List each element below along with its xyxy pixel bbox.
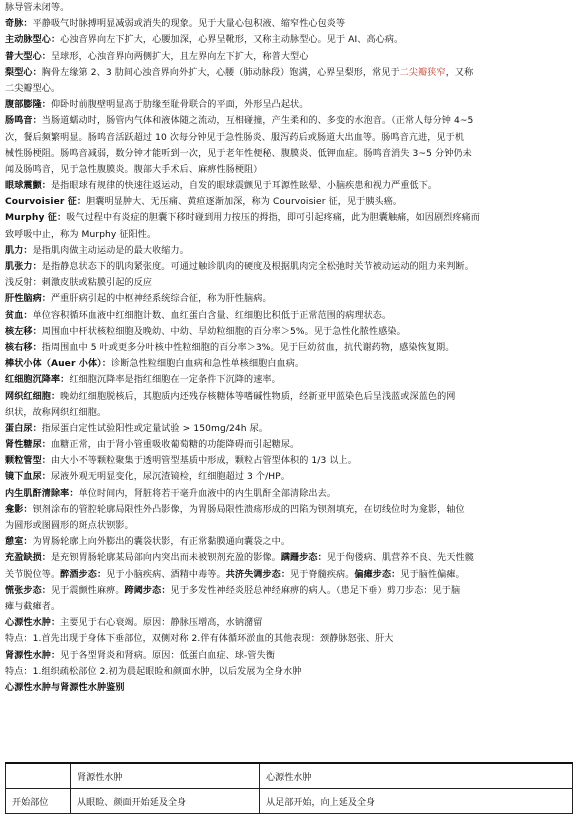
definition-text: 单位时间内，肾脏将若干毫升血液中的内生肌酐全部清除出去。 [78, 488, 336, 499]
definition-text: 为圆形或图圆形的斑点状钡影。 [5, 521, 134, 531]
table-header-cell [6, 763, 71, 789]
table-cell: 从足部开始，向上延及全身 [260, 789, 573, 814]
definition-text: 主要见于右心衰竭。原因：静脉压增高，水钠潴留 [60, 618, 263, 629]
text-line [5, 113, 580, 129]
term-label: 肠鸣音： [5, 116, 42, 127]
definition-text: 是指肌肉做主动运动是的最大收缩力。 [32, 245, 189, 256]
definition-text: 心浊音界向左下扩大，心腰加深，心界呈靴形，又称主动脉型心。见于 AI、高心病。 [60, 35, 404, 46]
text-line [5, 162, 580, 178]
definition-text: 见于脊髓疾病。 [290, 569, 355, 580]
text-line [5, 502, 580, 518]
definition-text: 指尿蛋白定性试验阳性或定量试验 > 150mg/24h 尿。 [41, 423, 269, 434]
text-line [5, 664, 580, 680]
term-label: 醉酒步态： [60, 569, 107, 580]
definition-text: 是充钡胃肠轮廓某局部向内突出而未被钡剂充盈的影像。 [50, 553, 281, 564]
definition-text: 闻及肠鸣音，见于急性腹膜炎。腹部大手术后、麻痹性肠梗阻） [5, 164, 263, 175]
text-line [5, 648, 580, 664]
definition-text: 平静吸气时脉搏明显减弱或消失的现象。见于大量心包积液、缩窄性心包炎等 [32, 19, 346, 30]
text-line [5, 631, 580, 647]
definition-text: 械性肠梗阻。肠鸣音减弱，数分钟才能听到一次，见于老年性便秘、腹膜炎、低钾血症。肠鸣音消失 3~5 分钟仍未 [5, 148, 472, 159]
text-line [5, 16, 580, 32]
text-line [5, 583, 580, 599]
term-label: 眼球震颤： [5, 181, 51, 192]
definition-text: 呈球形，心浊音界向两侧扩大，且左界向左下扩大，称普大型心 [50, 51, 309, 62]
text-line [5, 259, 580, 275]
term-label: 普大型心： [5, 51, 51, 62]
text-line [5, 178, 580, 194]
definition-text: 胆囊明显肿大、无压痛、黄疸逐渐加深，称为 Courvoisier 征，见于胰头癌。 [86, 197, 403, 208]
text-line [5, 324, 580, 340]
term-label: 核左移： [5, 326, 42, 337]
definition-text: 晚幼红细胞脱核后，其胞质内还残存核糖体等嗜碱性物质，经新亚甲蓝染色后呈浅蓝或深蓝色的网 [60, 391, 456, 402]
definition-text: 特点：1.组织疏松部位 2.初为晨起眼睑和颜面水肿，以后发展为全身水肿 [5, 666, 302, 677]
term-label: 偏瘫步态： [354, 569, 401, 580]
table-cell: 从眼睑、颜面开始延及全身 [71, 789, 260, 814]
term-label: 肾源性水肿： [5, 650, 61, 661]
term-label: 棒状小体（Auer 小体）： [5, 359, 112, 370]
text-line [5, 534, 580, 550]
term-label: 肝性脑病： [5, 294, 51, 305]
definition-text: 脉导管未闭等。 [5, 3, 70, 13]
definition-text: 由大小不等颗粒聚集于透明管型基质中形成，颗粒占管型体积的 1/3 以上。 [50, 456, 357, 467]
text-line [5, 356, 580, 372]
definition-text: 仰卧时前腹壁明显高于肋缘至耻骨联合的平面，外形呈凸起状。 [50, 100, 309, 111]
text-line [5, 194, 580, 210]
term-label: 蹒跚步态： [280, 553, 327, 564]
definition-text: 瘫与截瘫者。 [5, 601, 61, 612]
text-line [5, 405, 580, 421]
text-line [5, 615, 580, 631]
term-label: 跨阈步态： [124, 585, 171, 596]
term-label: 奇脉： [5, 19, 33, 30]
definition-text: ，又称 [445, 67, 474, 78]
definition-text: 诊断急性粒细胞白血病和急性单核细胞白血病。 [111, 359, 305, 370]
term-label: 红细胞沉降率： [5, 375, 70, 386]
text-line [5, 437, 580, 453]
definition-text: 见于各型肾炎和肾病。原因：低蛋白血症、球-管失衡 [60, 650, 276, 661]
table-row [6, 789, 573, 814]
term-label: 肾性糖尿： [5, 440, 51, 451]
term-label: 贫血： [5, 310, 33, 321]
text-line [5, 518, 580, 534]
table-header-row [6, 763, 573, 789]
definition-text: 红细胞沉降率是指红细胞在一定条件下沉降的速率。 [69, 375, 281, 386]
definition-text: 次，餐后频繁明显。肠鸣音活跃超过 10 次每分钟见于急性肠炎、服泻药后或肠道大出血等。肠鸣音亢进，见于机 [5, 132, 465, 143]
definition-text: 单位容积循环血液中红细胞计数、血红蛋白含量、红细胞比积低于正常范围的病理状态。 [32, 310, 392, 321]
definition-text: 胸骨左缘第 2、3 肋间心浊音界向外扩大，心腰（肺动脉段）饱满，心界呈梨形，常见于 [41, 67, 400, 78]
definition-text: 钡剂涂布的管腔轮廓局限性外凸影像，为胃肠局限性溃疡形成的凹陷为钡剂填充，在切线位时为龛影，轴位 [32, 504, 465, 515]
text-line [5, 486, 580, 502]
term-label: 充盈缺损： [5, 553, 51, 564]
text-line [5, 389, 580, 405]
term-label: 核右移： [5, 342, 42, 353]
term-label: Murphy 征： [5, 213, 67, 224]
text-line [5, 275, 580, 291]
term-label: 腹部膨隆： [5, 100, 51, 111]
table-header-cell: 心源性水肿 [260, 763, 573, 789]
term-label: 龛影： [5, 504, 33, 515]
term-label: 肌张力： [5, 262, 42, 272]
definition-text: 见于佝偻病、肌营养不良、先天性髋 [326, 553, 474, 564]
text-line [5, 243, 580, 259]
text-line [5, 340, 580, 356]
edema-comparison-table [5, 762, 573, 814]
term-label: 颗粒管型： [5, 456, 51, 467]
text-line [5, 32, 580, 48]
text-line [5, 469, 580, 485]
definition-text: 浅反射：刺激皮肤或粘膜引起的反应 [5, 278, 153, 289]
text-line [5, 680, 580, 696]
text-line [5, 372, 580, 388]
text-line [5, 421, 580, 437]
definition-text: 特点：1.首先出现于身体下垂部位，双侧对称 2.伴有体循环淤血的其他表现：颈静脉怒张、肝大 [5, 634, 394, 645]
term-label: 蛋白尿： [5, 423, 42, 434]
text-line [5, 567, 580, 583]
text-line [5, 81, 580, 97]
text-line [5, 130, 580, 146]
text-line [5, 210, 580, 226]
text-line [5, 550, 580, 566]
definition-text: 周围血中杆状核粒细胞及晚幼、中幼、早幼粒细胞的百分率＞5%。见于急性化脓性感染。 [41, 326, 406, 337]
term-label: 慌张步态： [5, 585, 51, 596]
definition-text: 是指眼球有规律的快速往返运动，自发的眼球震颤见于耳源性眩晕、小脑疾患和视力严重低下。 [50, 181, 438, 192]
term-label: Courvoisier 征： [5, 197, 87, 208]
term-label: 主动脉型心： [5, 35, 61, 46]
text-line [5, 453, 580, 469]
text-line [5, 308, 580, 324]
definition-text: 二尖瓣型心。 [5, 83, 61, 94]
definition-text: 见于多发性神经炎胫总神经麻痹的病人。（患足下垂）剪刀步态：见于脑 [170, 585, 461, 596]
text-line [5, 146, 580, 162]
term-label: 心源性水肿与肾源性水肿鉴别 [5, 682, 125, 693]
definition-text: 严重肝病引起的中枢神经系统综合征，称为肝性脑病。 [50, 294, 272, 305]
term-label: 憩室： [5, 537, 33, 548]
definition-text: 血糖正常，由于肾小管重吸收葡萄糖的功能降碍而引起糖尿。 [50, 440, 300, 451]
table-cell: 开始部位 [6, 789, 71, 814]
definition-text: 是指静息状态下的肌肉紧张度。可通过触诊肌肉的硬度及根据肌肉完全松弛时关节被动运动的阻力来判断。 [41, 262, 474, 272]
text-line [5, 599, 580, 615]
definition-text: 当肠道蠕动时，肠管内气体和液体随之流动，互相碰撞，产生柔和的、多变的水泡音。（正常人每分钟 4~5 [41, 116, 474, 127]
text-line [5, 65, 580, 81]
definition-text: 关节脱位等。 [5, 569, 61, 580]
definition-text: 织状，故称网织红细胞。 [5, 407, 107, 418]
text-line [5, 0, 580, 16]
term-label: 心源性水肿： [5, 618, 61, 629]
term-label: 梨型心： [5, 67, 42, 78]
table-header-cell: 肾源性水肿 [71, 763, 260, 789]
term-label: 网织红细胞： [5, 391, 61, 402]
definition-text: 吸气过程中有炎症的胆囊下移时碰到用力按压的拇指，即可引起疼痛，此为胆囊触痛，如因剧烈疼痛而 [66, 213, 480, 224]
definition-text: 指周围血中 5 叶或更多分叶核中性粒细胞的百分率＞3%。见于巨幼贫血，抗代谢药物，感染恢复期。 [41, 342, 455, 353]
term-label: 共济失调步态： [225, 569, 291, 580]
term-label: 肌力： [5, 245, 33, 256]
text-line [5, 291, 580, 307]
highlight-text: 二尖瓣狭窄 [399, 67, 446, 78]
text-line [5, 227, 580, 243]
definition-text: 为胃肠轮廓上向外膨出的囊袋状影，有正常黏膜通向囊袋之中。 [32, 537, 291, 548]
definition-text: 见于小脑疾病、酒精中毒等。 [106, 569, 226, 580]
definition-text: 尿液外观无明显变化，尿沉渣镜检，红细胞超过 3 个/HP。 [50, 472, 290, 483]
definition-text: 见于震颤性麻痹。 [50, 585, 125, 596]
term-label: 镜下血尿： [5, 472, 51, 483]
text-line [5, 49, 580, 65]
document-body [5, 0, 580, 696]
definition-text: 致呼吸中止，称为 Murphy 征阳性。 [5, 229, 157, 240]
term-label: 内生肌酐清除率： [5, 488, 79, 499]
text-line [5, 97, 580, 113]
definition-text: 见于脑性偏瘫。 [400, 569, 465, 580]
